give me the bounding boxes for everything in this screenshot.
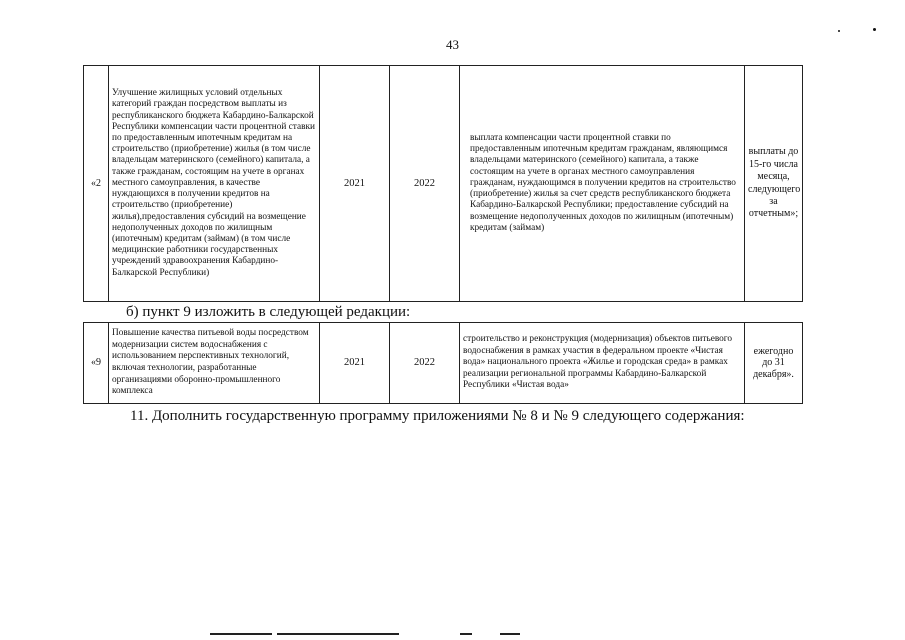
measure-description: Повышение качества питьевой воды посредством модернизации систем водоснабжения с использованием перспективных технологий, включая технологии, разработанные организациями оборонно-промышленного комплекса [109, 323, 320, 404]
deadline: выплаты до 15-го числа месяца, следующего за отчетным»; [745, 66, 803, 302]
deadline: ежегодно до 31 декабря». [745, 323, 803, 404]
scan-speck-mark [838, 30, 840, 32]
footer-rule [500, 633, 520, 635]
page-number: 43 [446, 37, 459, 52]
measures-table-item-2 [83, 65, 803, 302]
scan-speck-mark [873, 28, 876, 31]
footer-rule [277, 633, 399, 635]
table-row [84, 323, 803, 404]
footer-rule [460, 633, 472, 635]
row-number: «2 [84, 66, 109, 302]
expected-result: выплата компенсации части процентной ставки по предоставленным ипотечным кредитам гражданам, являющимся владельцами материнского (семейного) капитала, а также состоящим на учете в органах местного самоуправления гражданам, нуждающимся в получении кредитов на строительство (приобретение) жилья за счет средств республиканского бюджета Кабардино-Балкарской Республики; предоставление субсидий на возмещение недополученных доходов по жилищным (ипотечным) кредитам (займам) [460, 66, 745, 302]
table-row [84, 66, 803, 302]
subsection-heading: б) пункт 9 изложить в следующей редакции: [126, 304, 411, 320]
row-number: «9 [84, 323, 109, 404]
end-year: 2022 [390, 66, 460, 302]
end-year: 2022 [390, 323, 460, 404]
paragraph-11: 11. Дополнить государственную программу приложениями № 8 и № 9 следующего содержания: [130, 408, 745, 424]
start-year: 2021 [320, 323, 390, 404]
expected-result: строительство и реконструкция (модернизация) объектов питьевого водоснабжения в рамках участия в федеральном проекте «Чистая вода» национального проекта «Жилье и городская среда» в рамках реализации региональной программы Кабардино-Балкарской Республики «Чистая вода» [460, 323, 745, 404]
measure-description: Улучшение жилищных условий отдельных категорий граждан посредством выплаты из республиканского бюджета Кабардино-Балкарской Республики компенсации части процентной ставки по предоставленным ипотечным кредитам на строительство (приобретение) жилья (в том числе владельцам материнского (семейного) капитала, а также гражданам, состоящим на учете в органах местного самоуправления, в качестве нуждающихся в получении кредитов на строительство (приобретение) жилья),предоставления субсидий на возмещение недополученных доходов по жилищным (ипотечным) кредитам (займам) (в том числе медицинские работники государственных учреждений здравоохранения Кабардино-Балкарской Республики) [109, 66, 320, 302]
measures-table-item-9 [83, 322, 803, 404]
start-year: 2021 [320, 66, 390, 302]
footer-rule [210, 633, 272, 635]
